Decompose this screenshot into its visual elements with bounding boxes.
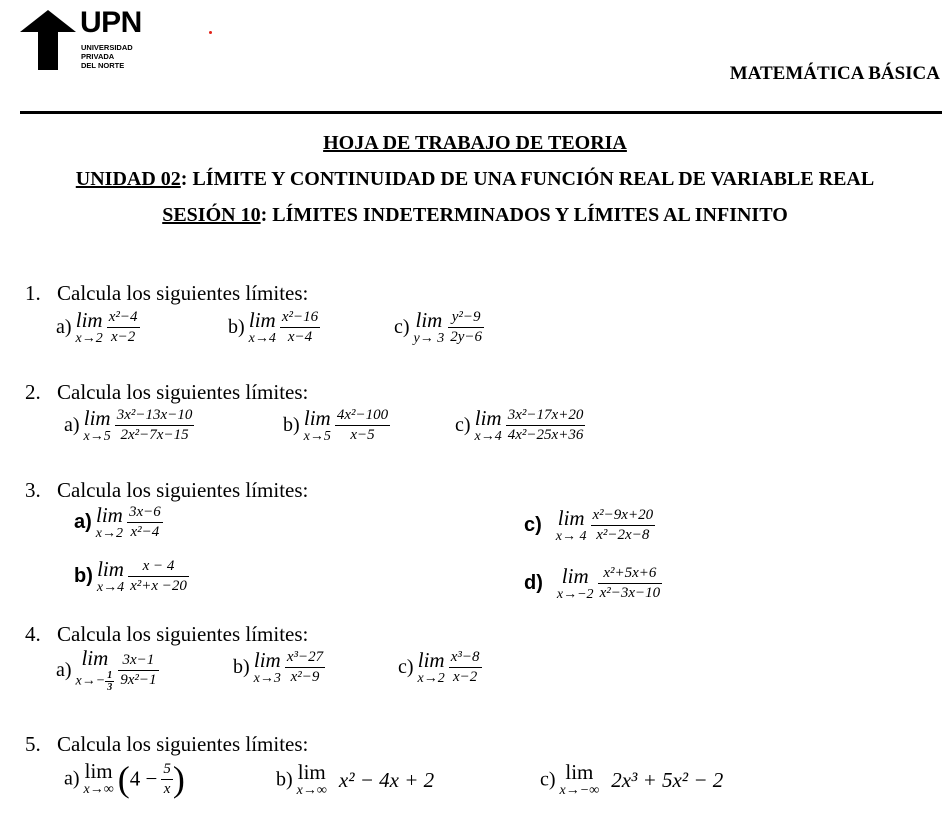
exercise-number: 2.	[25, 380, 41, 404]
limit-operator: lim x→∞	[296, 760, 327, 798]
item-label: c)	[394, 316, 410, 338]
item-label: c)	[540, 768, 556, 791]
item-label: b)	[233, 656, 250, 678]
exercise-3-item-d	[524, 564, 662, 603]
exercise-2-item-a	[64, 406, 194, 445]
exercise-prompt-text: Calcula los siguientes límites:	[57, 281, 309, 305]
fraction: $\frac{\text{x²−16}}{x-4}$	[281, 309, 319, 345]
item-label: b)	[74, 565, 93, 587]
exercise-1-item-b	[228, 308, 320, 347]
limit-operator: lim x→4	[474, 405, 502, 444]
exercise-3-item-c	[524, 506, 655, 545]
exercise-1-item-a	[56, 308, 140, 347]
exercise-number: 1.	[25, 281, 41, 305]
unit-label: UNIDAD 02	[75, 168, 181, 190]
red-dot-mark	[209, 31, 212, 34]
fraction: $\frac{x - 4}{\text{x²+x −20}}$	[130, 558, 187, 594]
fraction: $\frac{\text{x³−8}}{x-2}$	[450, 649, 480, 685]
exercise-1-prompt	[25, 281, 308, 306]
upn-logo	[20, 6, 150, 72]
item-label: b)	[283, 414, 300, 436]
fraction: $\frac{\text{y²−9}}{2y-6}$	[450, 309, 483, 345]
exercise-3-item-b	[74, 557, 189, 596]
item-label: a)	[74, 511, 92, 533]
limit-operator: lim x→3	[253, 647, 281, 686]
fraction: $\frac{5}{x}$	[163, 760, 171, 797]
exercise-4-item-b	[233, 648, 325, 687]
item-label: b)	[228, 316, 245, 338]
exercise-4-prompt	[25, 622, 308, 647]
exercise-4-item-a	[56, 648, 159, 693]
course-title: MATEMÁTICA BÁSICA	[729, 63, 940, 84]
worksheet-title	[0, 132, 950, 155]
exercise-5-prompt	[25, 732, 308, 757]
item-label: a)	[56, 659, 72, 681]
session-title	[0, 204, 950, 227]
item-label: a)	[56, 316, 72, 338]
fraction: $\frac{\text{4x²−100}}{x-5}$	[336, 407, 389, 443]
limit-operator: lim x→5	[303, 405, 331, 444]
right-paren: )	[172, 759, 185, 799]
unit-title	[0, 168, 950, 191]
limit-operator: lim x→−2	[556, 563, 594, 602]
exercise-2-item-b	[283, 406, 390, 445]
limit-operator: lim x→ 4	[555, 505, 587, 544]
exercise-5-item-a	[64, 758, 185, 800]
item-label: d)	[524, 572, 543, 594]
limit-operator: lim x→− $\frac{1}{3}$	[75, 646, 113, 693]
worksheet-title-text: HOJA DE TRABAJO DE TEORIA	[323, 132, 627, 154]
fraction: $\frac{\text{3x²−13x−10}}{\text{2x²−7x−15}}$	[116, 407, 193, 443]
lead-term: 4 −	[129, 766, 158, 791]
limit-operator: lim x→2	[95, 502, 124, 541]
logo-wordmark: UPN	[80, 6, 142, 39]
logo-line-2: PRIVADA	[81, 52, 115, 61]
fraction: $\frac{\text{x²−9x+20}}{\text{x²−2x−8}}$	[592, 507, 654, 543]
expression: 2x³ + 5x² − 2	[611, 767, 724, 792]
fraction: $\frac{\text{x²−4}}{x-2}$	[108, 309, 138, 345]
limit-operator: lim x→4	[96, 556, 125, 595]
item-label: a)	[64, 767, 80, 790]
exercise-prompt-text: Calcula los siguientes límites:	[57, 622, 309, 646]
item-label: b)	[276, 768, 293, 791]
exercise-2-prompt	[25, 380, 308, 405]
fraction: $\frac{3x-1}{\text{9x²−1}}$	[120, 652, 157, 688]
upn-arrow-logo-icon	[20, 10, 76, 70]
logo-line-3: DEL NORTE	[81, 61, 125, 70]
exercise-3-prompt	[25, 478, 308, 503]
fraction: $\frac{3x-6}{\text{x²−4}}$	[129, 504, 161, 540]
exercise-5-item-b	[276, 762, 434, 798]
limit-operator: lim y→ 3	[413, 307, 445, 346]
exercise-number: 3.	[25, 478, 41, 502]
exercise-1-item-c	[394, 308, 484, 347]
fraction: $\frac{\text{3x²−17x+20}}{\text{4x²−25x+36}}$	[507, 407, 584, 443]
limit-operator: lim x→∞	[83, 759, 114, 797]
logo-line-1: UNIVERSIDAD	[81, 43, 133, 52]
limit-operator: lim x→−∞	[559, 760, 600, 798]
header-divider	[20, 111, 942, 114]
limit-operator: lim x→2	[75, 307, 103, 346]
exercise-number: 4.	[25, 622, 41, 646]
limit-operator: lim x→5	[83, 405, 111, 444]
item-label: c)	[398, 656, 414, 678]
exercise-2-item-c	[455, 406, 585, 445]
exercise-4-item-c	[398, 648, 482, 687]
fraction: $\frac{\text{x³−27}}{\text{x²−9}}$	[286, 649, 324, 685]
exercise-3-item-a	[74, 503, 163, 542]
unit-text: : LÍMITE Y CONTINUIDAD DE UNA FUNCIÓN REAL DE VARIABLE REAL	[180, 168, 875, 190]
exercise-prompt-text: Calcula los siguientes límites:	[57, 732, 309, 756]
limit-operator: lim x→4	[248, 307, 276, 346]
item-label: c)	[455, 414, 471, 436]
exercise-number: 5.	[25, 732, 41, 756]
exercise-5-item-c	[540, 762, 723, 798]
left-paren: (	[117, 759, 130, 799]
fraction: $\frac{\text{x²+5x+6}}{\text{x²−3x−10}}$	[599, 565, 661, 601]
session-text: : LÍMITES INDETERMINADOS Y LÍMITES AL INFINITO	[260, 204, 788, 226]
exercise-prompt-text: Calcula los siguientes límites:	[57, 478, 309, 502]
item-label: a)	[64, 414, 80, 436]
item-label: c)	[524, 514, 542, 536]
exercise-prompt-text: Calcula los siguientes límites:	[57, 380, 309, 404]
limit-operator: lim x→2	[417, 647, 445, 686]
session-label: SESIÓN 10	[162, 204, 261, 226]
expression: x² − 4x + 2	[338, 767, 435, 792]
